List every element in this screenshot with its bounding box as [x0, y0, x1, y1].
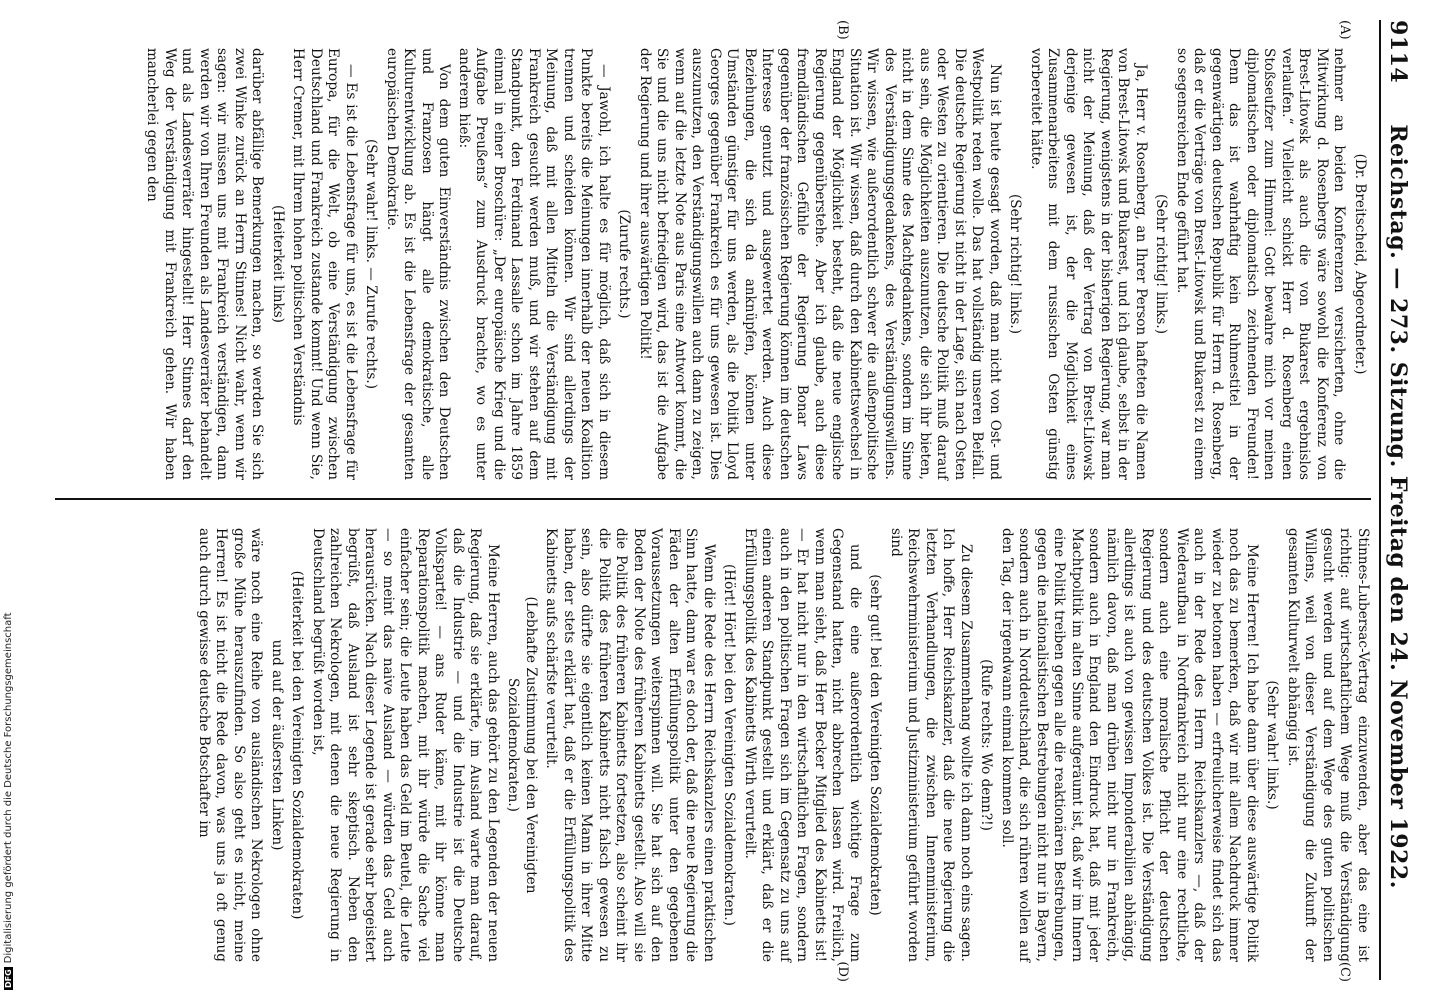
dfg-logo: DFG [4, 969, 13, 988]
interjection: (Heiterkeit bei den Vereinigten Sozialdemokraten) [289, 570, 306, 920]
paragraph: darüber abfällige Bemerkungen machen, so werden Sie sich zwei Winke zurück an Herrn Stinnes! Nicht wahr, wenn wir sagen: wir müssen uns mit Frankreich verständigen, dann werden wir von Ihren Freunden als Landesverräter behandelt und als Landesverräter hingestellt! Herr Stinnes darf den Weg der Verständigung mit Frankreich gehen. Wir haben mancherlei gegen den [144, 48, 266, 480]
page-number: 9114 [1385, 20, 1411, 84]
paragraph: Nun ist heute gesagt worden, daß man nicht von Ost- und Westpolitik reden wolle. Das hat vollständig unseren Beifall. Die deutsche Regierung ist nicht in der Lage, sich nach Osten oder Westen zu orientieren. Die deutsche Politik muß darauf aus sein, die Möglichkeiten auszunutzen, die sich ihr bieten, nicht in dem Sinne des Machtgedankens, sondern im Sinne des Verständigungsgedankens, des Verständigungswillens. Wir wissen, wie außerordentlich schwer die außenpolitische Situation ist. Wir wissen, daß durch den Kabinettswechsel in England der Möglichkeit besteht, daß die neue englische Regierung gegenüberstehe. Aber ich glaube, auch diese fremdländischen Gefühle der Regierung Bonar Laws gegenüber der französischen Regierung können im deutschen Interesse genutzt und ausgewertet werden. Auch diese Beziehungen, die sich da anknüpfen, können unter Umständen günstiger für uns werden, als die Politik Lloyd Georges gegenüber Frankreich es für uns gewesen ist. Dies auszunutzen, den Verständigungswillen auch dann zu zeigen, wenn auf die letzte Note aus Paris eine Antwort kommt, die Sie und die uns nicht befriedigen wird, das ist die Aufgabe der Regierung und ihrer auswärtigen Politik! [637, 48, 1003, 480]
speaker-line: (Dr. Breitscheid, Abgeordneter.) [1352, 153, 1368, 375]
paragraph: — Jawohl, ich halte es für möglich, daß sich in diesem Punkte bereits die Meinungen innerhalb der neuen Koalition trennen und scheiden können. Wir sind allerdings der Meinung, daß mit allen Mitteln die Verständigung mit Frankreich gesucht werden muß, und wir stehen auf dem Standpunkt, den Ferdinand Lassalle schon im Jahre 1859 einmal in einer Broschüre: „Der europäische Krieg und die Aufgabe Preußens“ zum Ausdruck brachte, wo es unter anderem hieß: [456, 48, 612, 480]
right-column [55, 500, 1371, 980]
margin-marker-b: (B) [835, 20, 850, 40]
credit-text: Digitalisierung gefördert durch die Deutsche Forschungsgemeinschaft [3, 612, 14, 964]
interjection: und auf der äußersten Linken) [269, 639, 285, 851]
interjection: (Hört! Hört! bei den Vereinigten Sozialdemokraten.) [721, 563, 738, 926]
text-columns [55, 20, 1371, 980]
paragraph: Meine Herren! Ich habe dann über diese auswärtige Politik noch das zu bemerken, daß wir mit allem Nachdruck immer wieder zu betonen haben — erfreulicherweise findet sich das auch in der Rede des Herrn Reichskanzlers —, daß der Wiederaufbau in Nordfrankreich nicht nur eine rechtliche, sondern auch eine moralische Pflicht der deutschen Regierung und des deutschen Volkes ist. Die Verständigung allerdings ist auch von gewissen Imponderabilien abhängig, nämlich davon, daß man drüben nicht nur in Frankreich, sondern auch in England den Eindruck hat, daß mit jeder Machtpolitik im alten Sinne aufgeräumt ist, daß wir im Innern eine Politik treiben gegen alle die reaktionären Bestrebungen, gegen die nationalistischen Bestrebungen nicht nur in Bayern, sondern auch in Norddeutschland, die sich rühren wollen auf den Tag, der irgendwann einmal kommen soll. [999, 528, 1260, 962]
interjection: (Rufe rechts: Wo denn?!) [978, 659, 995, 831]
page-header [1379, 20, 1415, 980]
interjection: (Zurufe rechts.) [616, 209, 633, 319]
page-title: Reichstag. — 273. Sitzung. Freitag den 24. November 1922. [1385, 124, 1411, 889]
paragraph: und die eine außerordentlich wichtige Frage zum Gegenstand hatten, nicht abbrechen lassen wird. Freilich, wenn man sieht, daß Herr Becker Mitglied des Kabinetts ist! — Er hat nicht nur in den wirtschaftlichen Fragen, sondern auch in den politischen Fragen sich im Gegensatz zu uns auf einen anderen Standpunkt gestellt und erklärt, daß er die Erfüllungspolitik des Kabinetts Wirth verurteilt. [742, 528, 863, 962]
paragraph: Ja, Herr v. Rosenberg, an Ihrer Person hafteten die Namen von Brest-Litowsk und Bukarest, und ich glaube, selbst in der Regierung, wenigstens in der bisherigen Regierung, war man nicht der Meinung, daß der Vertrag von Brest-Litowsk derjenige gewesen ist, der die Möglichkeit eines Zusammenarbeitens mit dem russischen Osten günstig vorbereitet hätte. [1028, 48, 1149, 480]
margin-marker-a: (A) [1337, 20, 1352, 40]
paragraph: Zu diesem Zusammenhang wollte ich dann noch eins sagen. Ich hoffe, Herr Reichskanzler, daß die neue Regierung die letzten Verhandlungen, die zwischen Innenministerium, Reichswehrministerium und Justizministerium geführt worden sind [888, 528, 974, 962]
paragraph: wäre noch eine Reihe von ausländischen Nekrologen ohne große Mühe herauszufinden. So also geht es nicht, meine Herren! Es ist nicht die Rede davon, was uns ja oft genug auch durch gewisse deutsche Botschafter im [196, 528, 265, 962]
interjection: (Sehr richtig! links.) [1153, 193, 1170, 335]
paragraph: Stinnes-Lubersac-Vertrag einzuwenden, aber das eine ist richtig: auf wirtschaftlichem Wege muß die Verständigung gesucht werden und auf dem Wege des guten politischen Willens, weil von dieser Verständigung die Zukunft der gesamten Kulturwelt abhängig ist. [1285, 528, 1371, 962]
paragraph: nehmer an beiden Konferenzen versicherten, ohne die Mitwirkung d. Rosenbergs wäre sowohl die Konferenz von Brest-Litowsk als auch die von Bukarest ergebnislos verlaufen.“ Vielleicht schickt Herr d. Rosenberg einen Stoßseufzer zum Himmel: Gott bewahre mich vor meinen diplomatischen oder diplomatisch zeichnenden Freunden! Denn das ist wahrhaftig kein Ruhmestitel in der gegenwärtigen deutschen Republik für Herrn d. Rosenberg, daß er die Verträge von Brest-Litowsk und Bukarest zu einem so segensreichen Ende geführt hat. [1174, 48, 1348, 480]
interjection: (Sehr richtig! links.) [1007, 193, 1024, 335]
interjection: (Heiterkeit links) [270, 205, 286, 323]
digitization-credit [3, 0, 17, 1000]
quote-paragraph: Von dem guten Einverständnis zwischen den Deutschen und Franzosen hängt alle demokratische, alle Kulturentwicklung ab. Es ist die Lebensfrage der gesamten europäischen Demokratie. [384, 48, 453, 480]
scanned-page-area [20, 0, 1434, 1000]
interjection: (Lebhafte Zustimmung bei den Vereinigten Sozialdemokraten.) [505, 596, 539, 894]
interjection: (sehr gut! bei den Vereinigten Sozialdemokraten) [867, 574, 884, 916]
paragraph: Meine Herren, auch das gehört zu den Legenden der neuen Regierung, daß sie erklärte, im Ausland warte man darauf, daß die Industrie — und die Industrie ist die Deutsche Volkspartei! — ans Ruder käme, mit ihr könne man Reparationspolitik machen, mit ihr würde die Sache viel einfacher sein; die Leute haben das Geld im Beutel, die Leute — so meint das naive Ausland — würden das Geld auch herausrücken. Nach dieser Legende ist gerade sehr begeistert begrüßt, daß Ausland ist sehr skeptisch. Neben den zahlreichen Nekrologen, mit denen die neue Regierung in Deutschland begrüßt worden ist, [310, 528, 501, 962]
paragraph: Wenn die Rede des Herrn Reichskanzlers einen praktischen Sinn hatte, dann war es doch der, daß die neue Regierung die Fäden der alten Erfüllungspolitik unter den gegebenen Voraussetzungen weiterspinnen will. Sie hat sich auf den Boden der Note des früheren Kabinetts gestellt. Also will sie die Politik des früheren Kabinetts fortsetzen, also scheint ihr die Politik des früheren Kabinetts nicht falsch gewesen zu sein, also dürfte sie eigentlich keinen Mann in ihrer Mitte haben, der stets erklärt hat, daß er die Erfüllungspolitik des Kabinetts aufs schärfste verurteilt. [543, 528, 717, 962]
interjection: (Sehr wahr! links.) [1264, 680, 1281, 810]
paragraph: — Es ist die Lebensfrage für uns, es ist die Lebensfrage für Europa, für die Welt, ob eine Verständigung zwischen Deutschland und Frankreich zustande kommt! Und wenn Sie, Herr Cremer, mit Ihrem hohen politischen Verständnis [290, 48, 359, 480]
interjection: (Sehr wahr! links. — Zurufe rechts.) [363, 138, 380, 390]
margin-marker-c: (C) [1337, 961, 1352, 982]
left-column [55, 20, 1371, 500]
margin-marker-d: (D) [835, 961, 850, 982]
document-page [55, 20, 1415, 980]
